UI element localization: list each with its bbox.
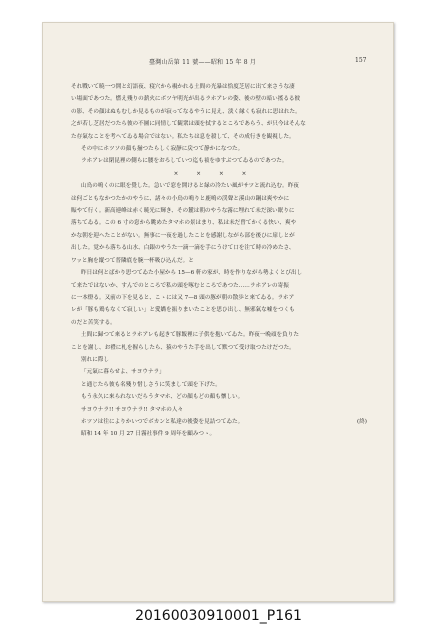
text-line: ワッと胸を縦つて普隣底を腕一杯吸ひ込んだ。と [71, 257, 194, 264]
text-line: 落ちてゐる。この 6 寸の窓から眺めたタマホの景はまり、私は未だ曾てかくる快い、爽や [71, 220, 297, 227]
text-line: 山鳥の鳴くのに眼を覺した。急いで窓を開けると緑の冷たい風がサツと流れ込む。昨夜 [81, 183, 299, 190]
text-line: サヨウナラ!! サヨウナラ!! タマホの人々 [81, 406, 184, 413]
page-number: 157 [355, 57, 367, 64]
text-line: のだと苦笑する。 [71, 319, 116, 326]
text-line: 出した。覚から落ちる山水、白銀のやうた一滴一滴を手にうけて口を注て時の冷めたさ、 [71, 245, 295, 252]
text-line: ホツソは往によりかいつでボカンと私達の後姿を見詰つてゐた。 [81, 418, 244, 425]
text-line: に一本燈る。又前の下を見ると、こゝには又 7—8 頭の豚が朝の散歩と來てゐる。ラホア [71, 294, 295, 301]
running-header [43, 57, 393, 69]
text-line: た存氣なことを考へてゐる場合ではない。私たちは息を殺して、その成行きを観視した。 [71, 133, 295, 140]
header-title: 臺灣山岳第 11 號——昭和 15 年 8 月 [149, 59, 257, 66]
text-line: の影、その顔はぬもむしか見るものが寂ってなるやうに見え、淡く縁くも寂れに思はれた。 [71, 108, 301, 115]
text-line: それ戰いて暁一つ開と幻語夜、寝穴から覗かれる土間の光暴は恰度芝居に出て来さうな凄 [71, 84, 295, 90]
text-line: かな朝を迎へたことがない。無事に一夜を過したことを感謝しながら部を後ひに扉しとが [71, 232, 295, 239]
text-line: ことを謝し、お禮に札を握らしたら、猿のやうた手を出して默つて受け取つたけだつた。 [71, 344, 295, 351]
closing-line [71, 416, 367, 428]
text-line: い場面であつた。燃え殘りの薪火にボツヤ明光が出るラホアレの姿、後の壁の暗い搖るる彼 [71, 96, 301, 103]
text-line: その中にホツソの顔も揃つたらしく寂靜に戻つて静かになつた。 [81, 146, 244, 153]
text-line: 昨日は何とばかり思つてゐた小屋から 15—6 軒の家が、時を作りながら勢よくとび出し [81, 270, 303, 277]
text-line: 「元氣に暮らせよ、サヨウナラ」 [81, 369, 165, 376]
section-separator: ×××× [173, 170, 265, 177]
text-line: もう永久に來られないだらうタマホ、どの顏もどの顏も懷しい。 [81, 394, 244, 401]
text-line: ラホアレは閉昆裡の側らに腰をおろしていつ迄も祓をゆすぶつてゐるのであつた。 [81, 158, 288, 165]
image-caption: 20160030910001_P161 [135, 608, 302, 624]
text-line: て来たではないか、すんでのところで私の頭を啄むところであつた……ラホアレの寄振 [71, 282, 289, 289]
date-line: 昭和 14 年 10 月 27 日霧社事件 9 周年を顧みつゝ。 [81, 431, 216, 438]
document-page [42, 22, 394, 602]
text-line: 土間に歸つて來るとラホアレも起きて豚飯裡に子供を抱いてゐた。昨夜一晩頑を負りた [81, 332, 299, 339]
text-line: 賑やて行く。新高連峰は赤く暁光に輝き、その麓は朝のやうな霧に埋れて未だ深い眠りに [71, 208, 295, 215]
text-line: は何ごともなかつたかのやうに、諸々の小鳥の鳴りと鹿鳴の渓聲と溪山の鋼は爽やかに [71, 195, 290, 202]
text-line: 之が若し芝居だつたら彼の不圖に同情して観衆は頭を拭するところであらう、が只今はそんな [71, 121, 306, 128]
body-text [71, 81, 367, 441]
text-line: 別れに際し [81, 356, 109, 363]
text-line: レが「豚も鶏もなくて寂しい」と愛嬌を振りまいたことを思ひ出し、無邪氣な嘘をつくも [71, 307, 295, 314]
text-line: と通じたら彼も名殘り惜しさうに笑まして頭を下げた。 [81, 381, 221, 388]
end-mark: (終) [357, 418, 367, 425]
